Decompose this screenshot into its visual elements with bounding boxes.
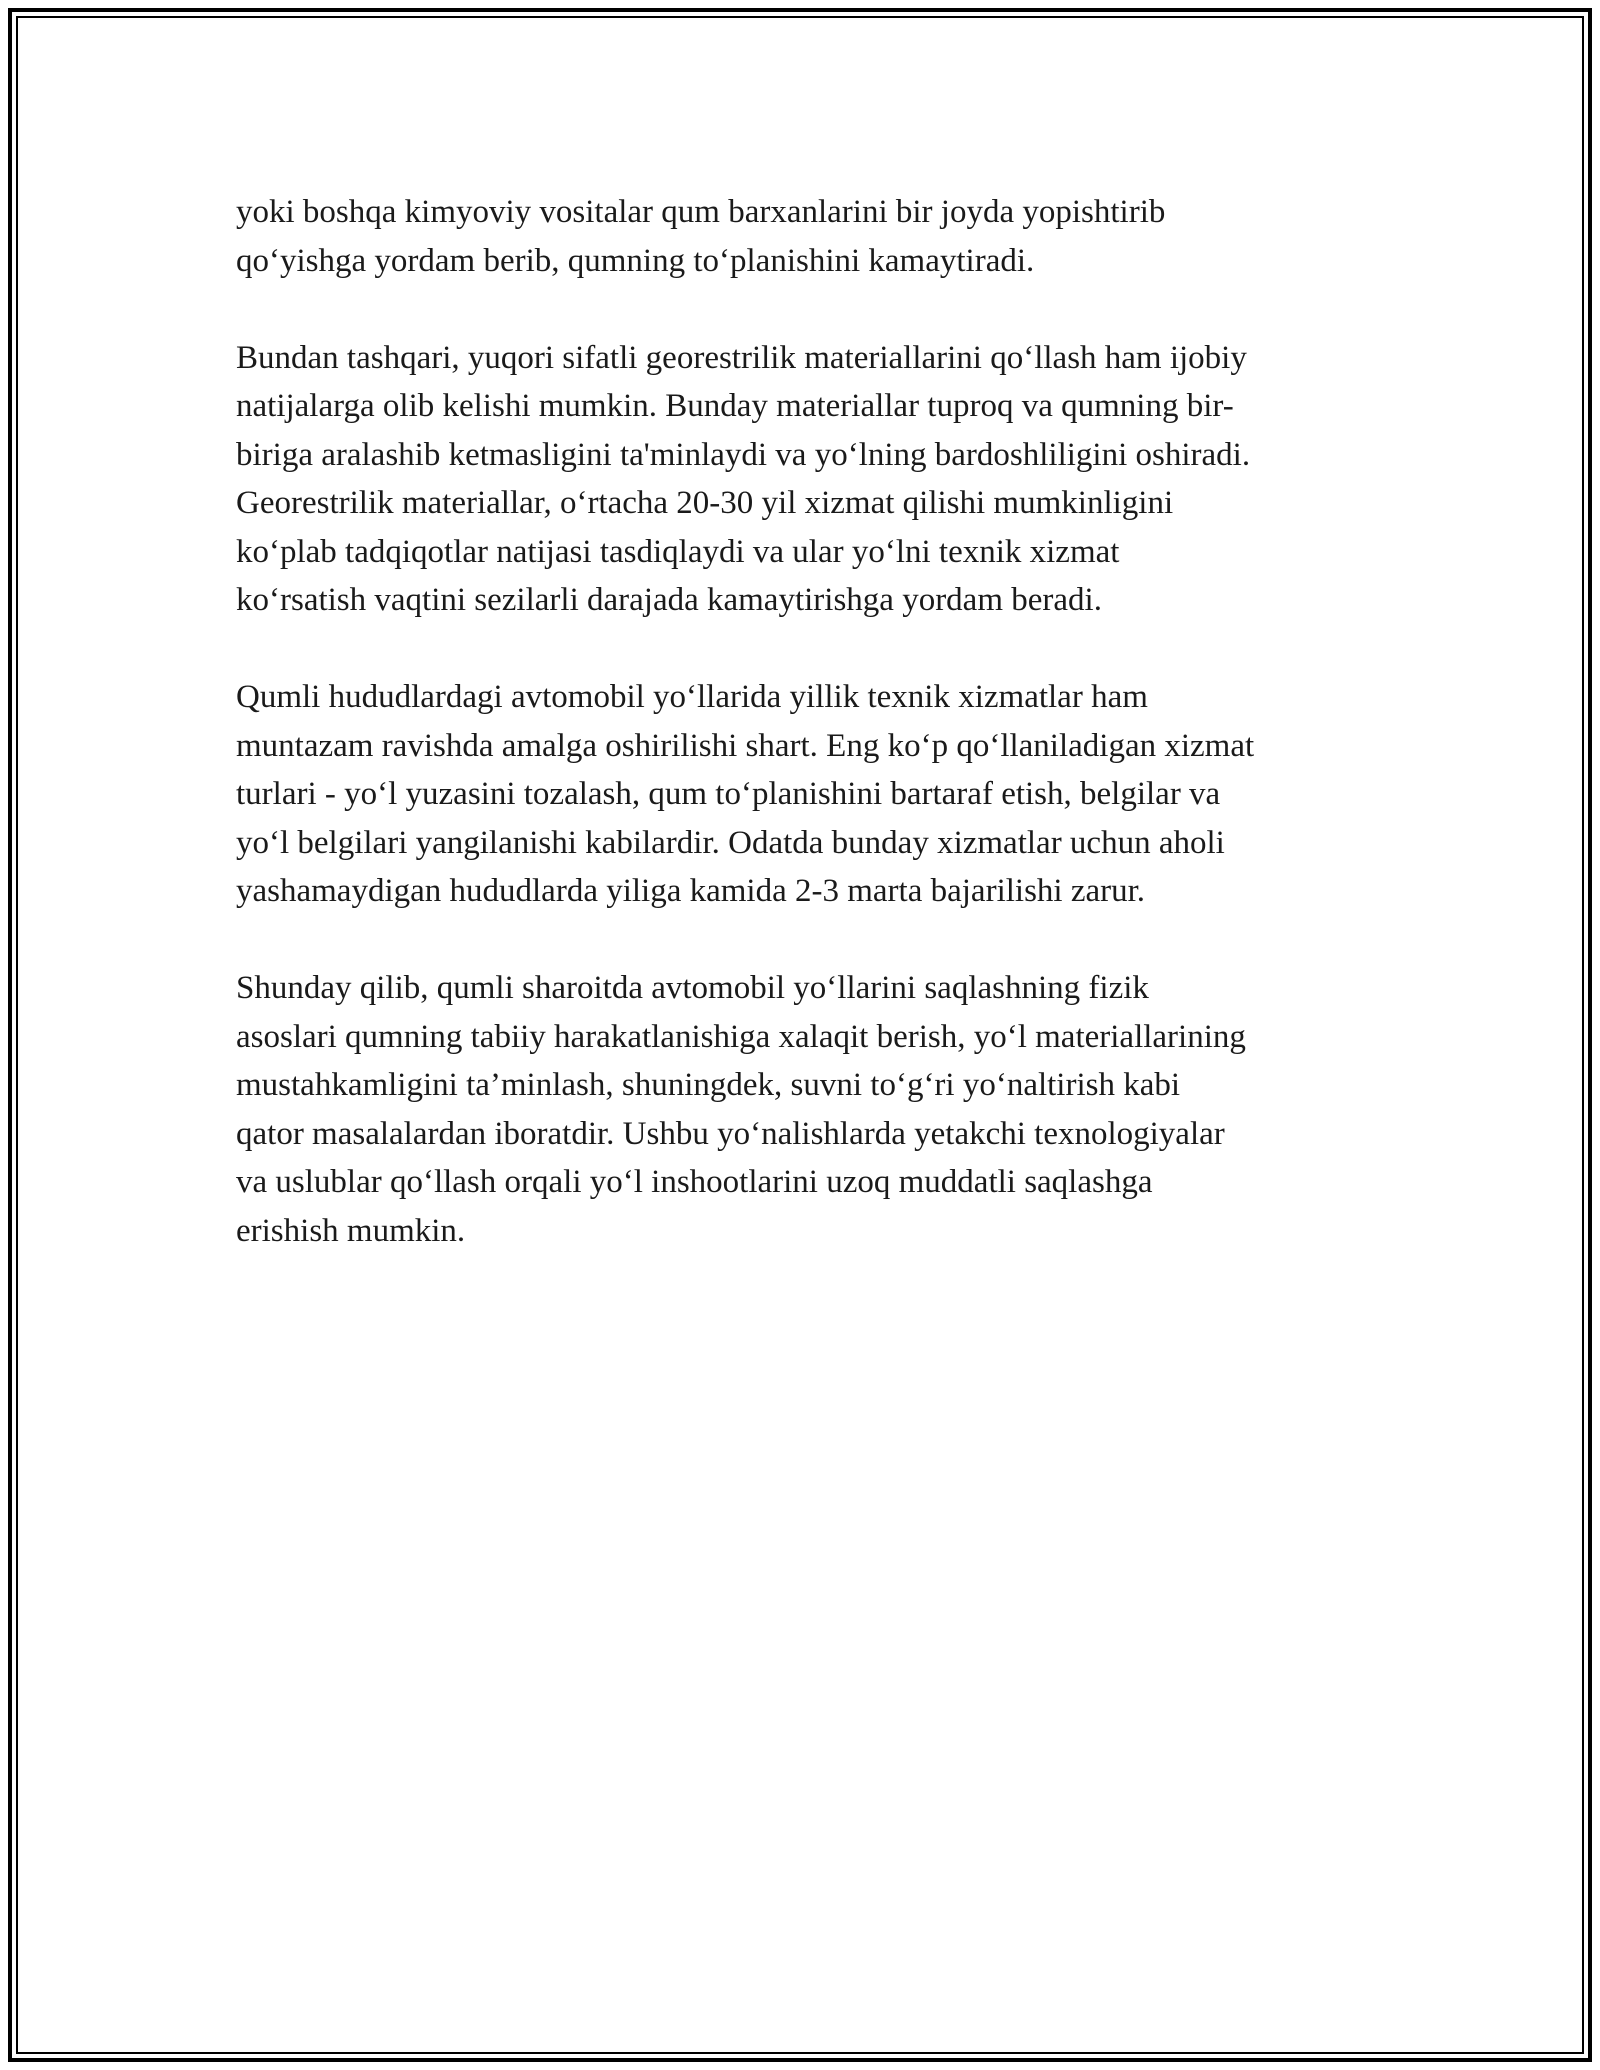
- text-line: va uslublar qo‘llash orqali yo‘l inshootlarini uzoq muddatli saqlashga: [236, 1164, 1153, 1200]
- paragraph-chemical-binders: [236, 188, 1386, 285]
- text-line: qator masalalardan iboratdir. Ushbu yo‘nalishlarda yetakchi texnologiyalar: [236, 1115, 1225, 1152]
- text-line: Qumli hududlardagi avtomobil yo‘llarida yillik texnik xizmatlar ham: [236, 679, 1148, 715]
- document-body: [236, 188, 1386, 1304]
- text-line: erishish mumkin.: [236, 1212, 466, 1249]
- text-line: yashamaydigan hududlarda yiliga kamida 2-3 marta bajarilishi zarur.: [236, 873, 1146, 909]
- text-line: natijalarga olib kelishi mumkin. Bunday materiallar tuproq va qumning bir-: [236, 388, 1234, 424]
- text-line: biriga aralashib ketmasligini ta'minlaydi va yo‘lning bardoshliligini oshiradi.: [236, 436, 1251, 473]
- text-line: asoslari qumning tabiiy harakatlanishiga xalaqit berish, yo‘l materiallarining: [236, 1018, 1246, 1055]
- text-line: muntazam ravishda amalga oshirilishi shart. Eng ko‘p qo‘llaniladigan xizmat: [236, 727, 1255, 764]
- text-line: yoki boshqa kimyoviy vositalar qum barxanlarini bir joyda yopishtirib: [236, 194, 1166, 230]
- text-line: Shunday qilib, qumli sharoitda avtomobil yo‘llarini saqlashning fizik: [236, 970, 1149, 1006]
- paragraph-conclusion: [236, 964, 1386, 1255]
- paragraph-annual-maintenance: [236, 673, 1386, 916]
- paragraph-geosynthetic-materials: [236, 334, 1386, 625]
- text-line: turlari - yo‘l yuzasini tozalash, qum to‘planishini bartaraf etish, belgilar va: [236, 776, 1221, 812]
- text-line: ko‘plab tadqiqotlar natijasi tasdiqlaydi va ular yo‘lni texnik xizmat: [236, 533, 1120, 570]
- text-line: Bundan tashqari, yuqori sifatli georestrilik materiallarini qo‘llash ham ijobiy: [236, 339, 1247, 376]
- text-line: qo‘yishga yordam berib, qumning to‘planishini kamaytiradi.: [236, 242, 1035, 279]
- text-line: ko‘rsatish vaqtini sezilarli darajada kamaytirishga yordam beradi.: [236, 582, 1102, 618]
- text-line: mustahkamligini ta’minlash, shuningdek, suvni to‘g‘ri yo‘naltirish kabi: [236, 1067, 1181, 1103]
- text-line: yo‘l belgilari yangilanishi kabilardir. Odatda bunday xizmatlar uchun aholi: [236, 824, 1225, 861]
- text-line: Georestrilik materiallar, o‘rtacha 20-30 yil xizmat qilishi mumkinligini: [236, 485, 1174, 521]
